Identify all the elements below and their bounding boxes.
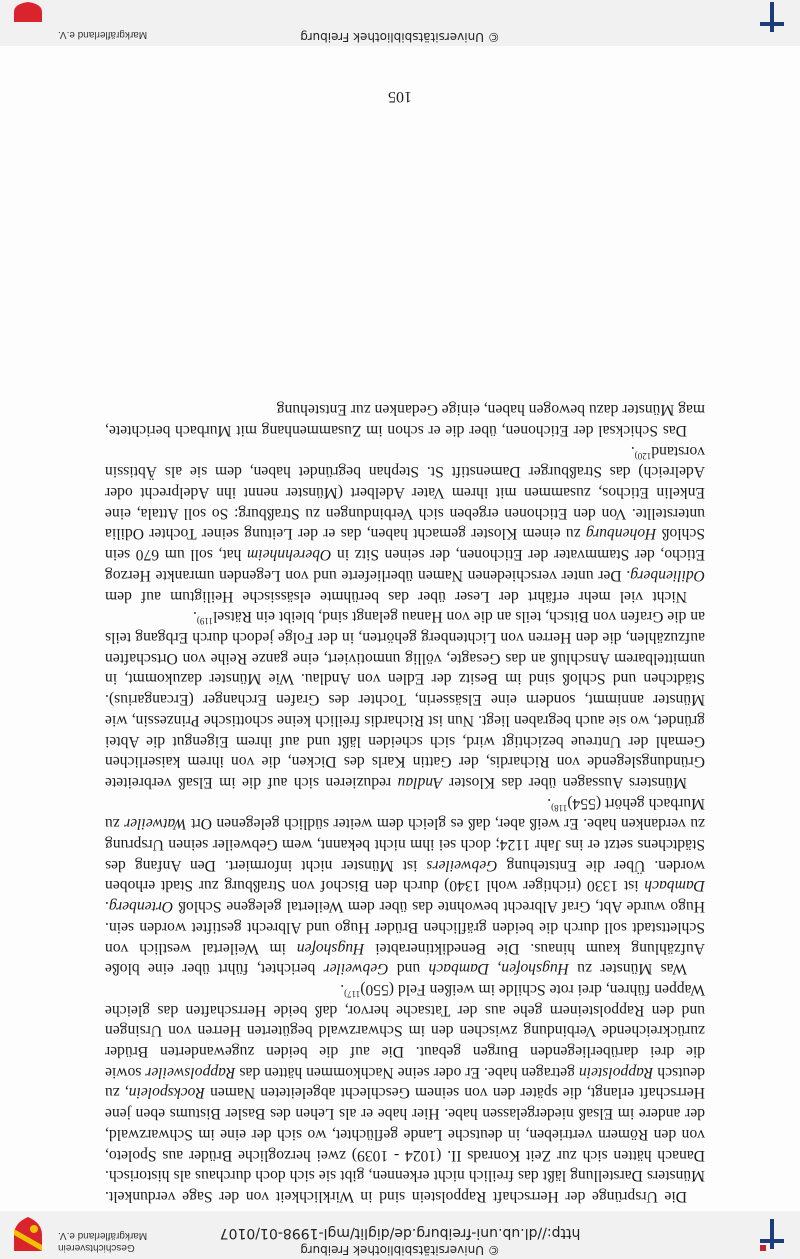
viewer-header (0, 1211, 800, 1259)
footer-society-name: Markgräflerland e.V. (58, 29, 148, 40)
book-page (0, 46, 800, 1211)
paragraph-3: Münsters Aussagen über das Kloster Andlau reduzieren sich auf die im Elsaß verbreitete Gründungslegende von Richardis, der Gattin Karls des Dicken, die von ihrem kaiserlichen Gemahl der Untreue bezichtigt wird, sich scheiden läßt und auf ihrem Eigengut die Abtei gründet, wo sie auch begraben liegt. Nun ist Richardis freilich keine schottische Prinzessin, wie Münster annimmt, sondern eine Elsässerin, Tochter des Grafen Erchanger (Ercangarius). Städtchen und Schloß sind im Besitz der Edlen von Andlau. Wie Münster dazukommt, in unmittelbarem Anschluß an das Gesagte, völlig unmotiviert, eine ganze Reihe von Ortschaften aufzuzählen, die den Herren von Lichtenberg gehörten, in der Folge jedoch durch Erbgang teils an die Grafen von Bitsch, teils an die von Hanau gelangt sind, bleibt ein Rätsel$^{119)}$. (105, 608, 705, 791)
document-url[interactable]: http://dl.ub.uni-freiburg.de/diglit/mgl-1998-01/0107 (219, 1225, 581, 1241)
body-text (105, 399, 705, 1206)
society-name (58, 1229, 147, 1253)
footnote-ref: 120) (634, 450, 652, 461)
copyright-text: © Universitätsbibliothek Freiburg (300, 1243, 500, 1257)
paragraph-5: Das Schicksal der Etichonen, über die er schon im Zusammenhang mit Murbach berichtete, mag Münster dazu bewogen haben, einige Gedanken zur Entstehung (105, 401, 705, 439)
page-number: 105 (388, 88, 412, 105)
footnote-ref: 117) (344, 989, 361, 1000)
footnote-ref: 119) (196, 616, 214, 627)
society-name-line-1: Geschichtsverein (58, 1242, 135, 1253)
paragraph-1: Die Ursprünge der Herrschaft Rappolstein sind in Wirklichkeit von der Sage verdunkelt. Münsters Darstellung läßt das freilich nicht erkennen, gibt sie sich doch durchaus als historisch. Danach hätten sich zur Zeit Konrads II. (1024 - 1039) zwei herzogliche Brüder aus Spoleto, von den Römern vertrieben, in deutsche Lande geflüchtet, wo sich der eine im Schwarzwald, der andere im Elsaß niedergelassen habe. Hier habe er als Lehen des Basler Bistums eben jene Herrschaft erlangt, die später den von seinem Geschlecht abgeleiteten Namen Rockspolein, zu deutsch Rappolstein getragen habe. Er oder seine Nachkommen hätten das Rappolsweiler sowie die drei darüberliegenden Burgen gebaut. Die auf die beiden zugewanderten Brüder zurückreichende Verbindung zwischen den im Schwarzwald begüterten Herren von Ursingen und den Rappolsteinern gehe aus der Tatsache hervor, daß beide Herrschaften das gleiche Wappen führen, drei rote Schilde im weißen Feld $(550)^{117)}$. (104, 980, 705, 1205)
society-crest-icon (8, 2, 48, 42)
society-name-line-2: Markgräflerland e.V. (58, 1230, 148, 1241)
footnote-ref: 118) (551, 802, 568, 813)
paragraph-2: Was Münster zu Hugshofen, Dambach und Gebweiler berichtet, führt über eine bloße Aufzählung kaum hinaus. Die Benediktinerabtei Hugshofen im Weilertal westlich von Schlettstadt soll durch die beiden gräflichen Brüder Hugo und Albrecht gestiftet worden sein. Hugo wurde Abt, Graf Albrecht bewohnte das über dem Weilertal gelegene Schloß Ortenberg. Dambach ist 1330 (richtiger wohl 1340) durch den Bischof von Straßburg zur Stadt erhoben worden. Über die Entstehung Gebweilers ist Münster nicht informiert. Den Anfang des Städtchens setzt er ins Jahr 1124; doch sei ihm nicht bekannt, wem Gebweiler seinen Ursprung zu verdanken habe. Er weiß aber, daß es gleich dem weiter südlich gelegenen Ort Watweiler zu Murbach gehört $(554)^{118)}$. (104, 794, 705, 978)
footer-copyright-text: © Universitätsbibliothek Freiburg (300, 30, 500, 44)
paragraph-4: Nicht viel mehr erfährt der Leser über das berühmte elsässische Heiligtum auf dem Odilienberg. Der unter verschiedenen Namen überlieferte und von Legenden umrankte Herzog Eticho, der Stammvater der Etichonen, der seinen Sitz in Oberehnheim hat, soll um 670 sein Schloß Hohenburg zu einem Kloster gemacht haben, das er der Leitung seiner Tochter Odilia unterstellte. Von den Etichonen ergeben sich Verbindungen zu Straßburg: So soll Attala, eine Enkelin Etichos, zusammen mit ihrem Vater Adelbert (Münster nennt ihn Adelprecht oder Adelreich) das Straßburger Damenstift St. Stephan begründet haben, dem sie als Äbtissin vorstand$^{120)}$. (105, 442, 705, 605)
society-crest-icon (8, 1215, 48, 1255)
viewer-footer (0, 0, 800, 46)
